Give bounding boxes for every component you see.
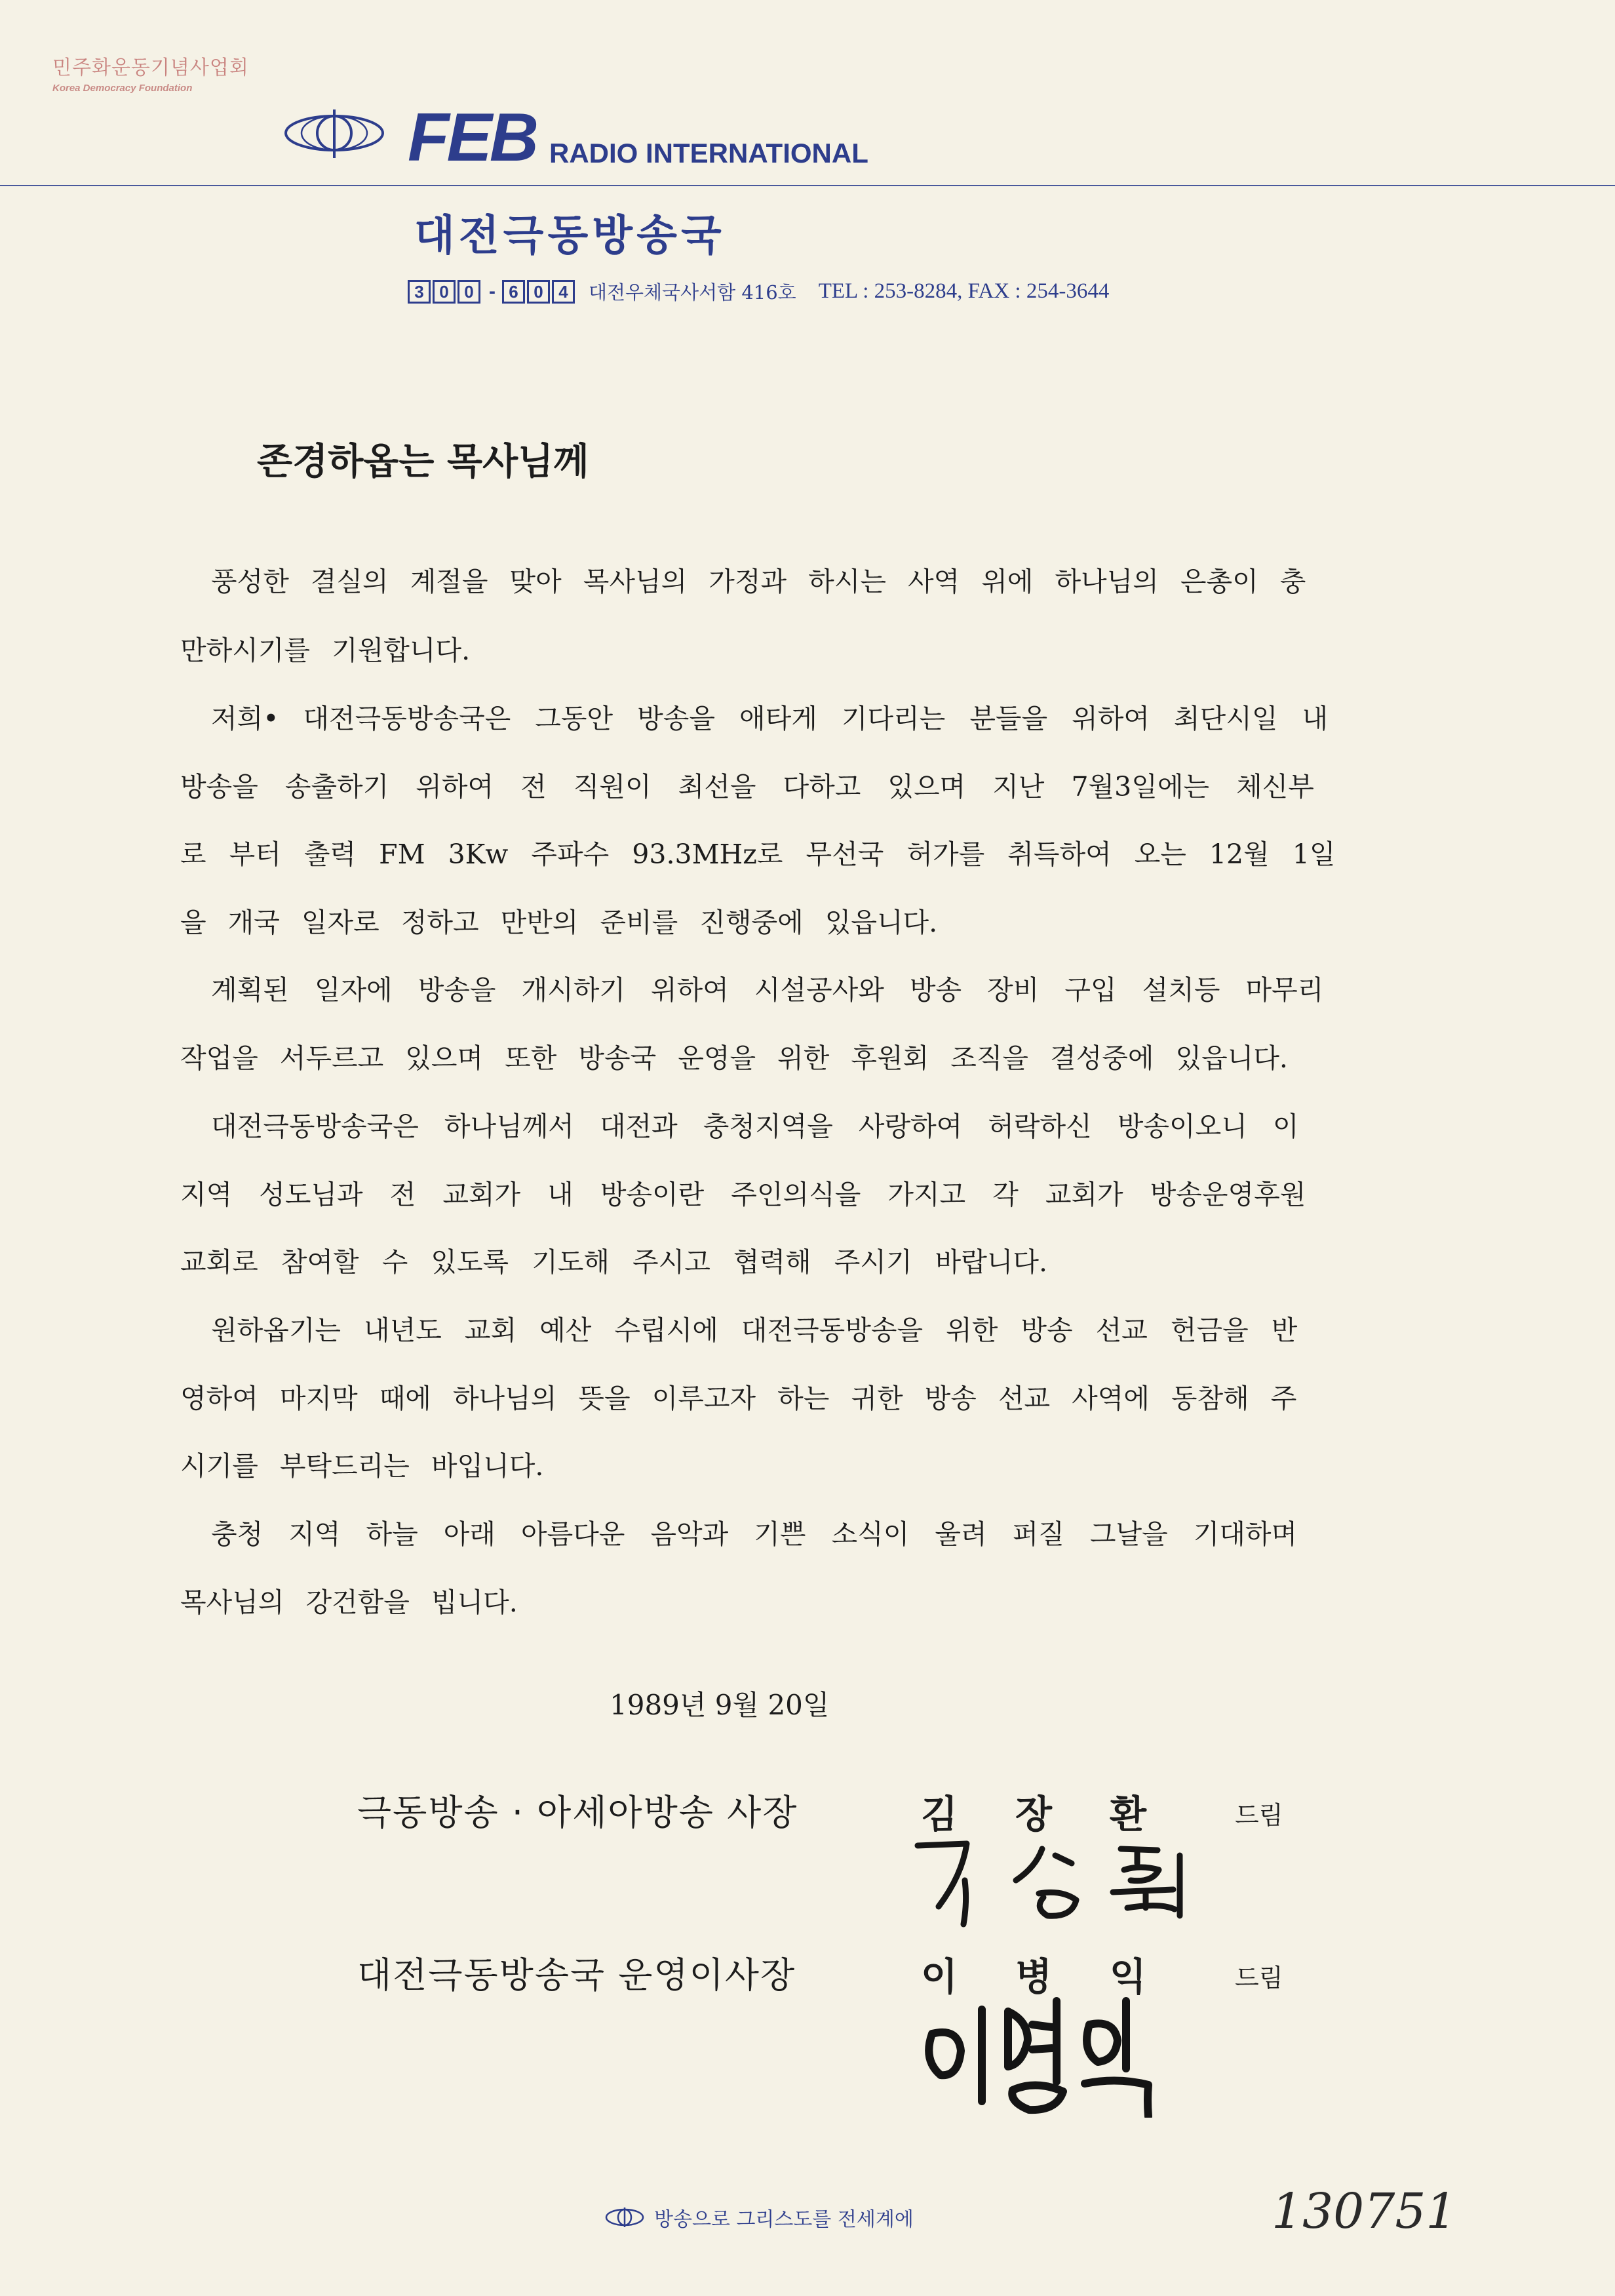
zip-digit: 0 xyxy=(433,280,456,304)
body-line: 영하여 마지막 때에 하나님의 뜻을 이루고자 하는 귀한 방송 선교 사역에 동참해 주 xyxy=(180,1383,1297,1414)
postal-address: 대전우체국사서함 416호 xyxy=(589,281,796,304)
zip-digit: 3 xyxy=(408,280,431,304)
letterhead-divider xyxy=(0,185,1615,186)
zip-dash: - xyxy=(489,280,496,302)
body-line: 만하시기를 기원합니다. xyxy=(180,635,471,666)
body-line: 대전극동방송국은 하나님께서 대전과 충청지역을 사랑하여 허락하신 방송이오니 이 xyxy=(211,1111,1299,1142)
letter-date: 1989년 9월 20일 xyxy=(610,1689,830,1721)
handwritten-signature-kim xyxy=(905,1829,1206,1928)
signatory-suffix: 드림 xyxy=(1235,1801,1283,1830)
body-line: 시기를 부탁드리는 바입니다. xyxy=(180,1450,544,1482)
handwritten-signature-lee xyxy=(918,1987,1193,2118)
archive-stamp-korean: 민주화운동기념사업회 xyxy=(52,56,249,79)
body-line: 지역 성도님과 전 교회가 내 방송이란 주인의식을 가지고 각 교회가 방송운영후원 xyxy=(180,1179,1306,1210)
feb-globe-small-icon xyxy=(604,2206,645,2228)
body-line: 충청 지역 하늘 아래 아름다운 음악과 기쁜 소식이 울려 퍼질 그날을 기대하며 xyxy=(211,1518,1298,1550)
body-line: 풍성한 결실의 계절을 맞아 목사님의 가정과 하시는 사역 위에 하나님의 은총이 충 xyxy=(211,566,1306,597)
zip-digit: 4 xyxy=(552,280,575,304)
salutation: 존경하옵는 목사님께 xyxy=(257,441,589,483)
footer-motto xyxy=(604,2203,914,2232)
station-name: 대전극동방송국 xyxy=(414,212,726,260)
body-line: 교회로 참여할 수 있도록 기도해 주시고 협력해 주시기 바랍니다. xyxy=(180,1246,1048,1278)
archive-stamp xyxy=(52,51,249,94)
archive-stamp-english: Korea Democracy Foundation xyxy=(52,83,193,94)
archive-number: 130751 xyxy=(1272,2183,1457,2240)
zip-digit: 6 xyxy=(502,280,525,304)
body-line: 로 부터 출력 FM 3Kw 주파수 93.3MHz로 무선국 허가를 취득하여 오는 12월 1일 xyxy=(180,839,1336,870)
body-line: 작업을 서두르고 있으며 또한 방송국 운영을 위한 후원회 조직을 결성중에 있읍니다. xyxy=(180,1042,1288,1074)
address-row xyxy=(408,278,1109,305)
contact-numbers: TEL : 253-8284, FAX : 254-3644 xyxy=(818,279,1110,303)
body-line: 목사님의 강건함을 빕니다. xyxy=(180,1587,518,1618)
signatory-title: 대전극동방송국 운영이사장 xyxy=(357,1954,796,1996)
zip-digit: 0 xyxy=(457,280,480,304)
body-line: 원하옵기는 내년도 교회 예산 수립시에 대전극동방송을 위한 방송 선교 헌금을 반 xyxy=(211,1315,1298,1346)
body-line: 저희• 대전극동방송국은 그동안 방송을 애타게 기다리는 분들을 위하여 최단시일 내 xyxy=(211,703,1329,734)
letterhead-subtitle: RADIO INTERNATIONAL xyxy=(549,138,868,168)
body-line: 방송을 송출하기 위하여 전 직원이 최선을 다하고 있으며 지난 7월3일에는 체신부 xyxy=(180,771,1314,802)
zip-digit: 0 xyxy=(527,280,550,304)
signatory-title: 극동방송 · 아세아방송 사장 xyxy=(357,1792,798,1833)
signatory-suffix: 드림 xyxy=(1235,1964,1283,1992)
signatory-name: 김장환 xyxy=(921,1792,1205,1836)
feb-globe-logo-icon xyxy=(283,107,385,159)
feb-brand: FEB xyxy=(408,100,536,176)
footer-motto-text: 방송으로 그리스도를 전세계에 xyxy=(654,2208,914,2231)
signatory-name: 이병익 xyxy=(921,1954,1205,1999)
body-line: 계획된 일자에 방송을 개시하기 위하여 시설공사와 방송 장비 구입 설치등 마무리 xyxy=(211,974,1324,1006)
body-line: 을 개국 일자로 정하고 만반의 준비를 진행중에 있읍니다. xyxy=(180,907,938,938)
